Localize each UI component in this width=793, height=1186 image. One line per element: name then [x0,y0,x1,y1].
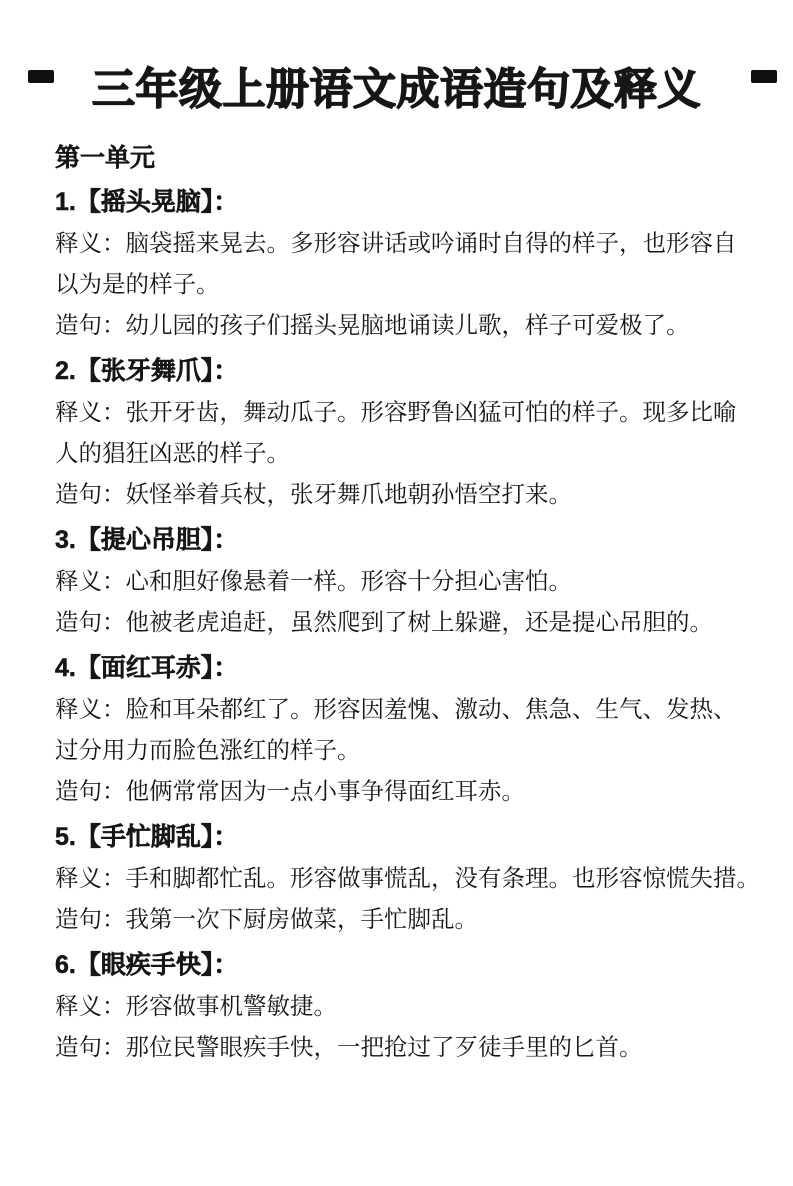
page-title: 三年级上册语文成语造句及释义 [92,66,701,114]
definition-line: 释义：心和胆好像悬着一样。形容十分担心害怕。 [55,568,572,594]
sentence-line: 造句：幼儿园的孩子们摇头晃脑地诵读儿歌，样子可爱极了。 [55,312,690,338]
definition-line: 释义：张开牙齿，舞动瓜子。形容野鲁凶猛可怕的样子。现多比喻 [55,399,737,425]
worksheet-content [55,138,760,1068]
sentence-line: 造句：他俩常常因为一点小事争得面红耳赤。 [55,778,525,804]
idiom-heading: 4.【面红耳赤】： [55,654,239,682]
definition-line: 释义：脸和耳朵都红了。形容因羞愧、激动、焦急、生气、发热、 [55,696,737,722]
sentence-line: 造句：妖怪举着兵杖，张牙舞爪地朝孙悟空打来。 [55,481,572,507]
definition-line: 过分用力而脸色涨红的样子。 [55,737,361,763]
idiom-entry [55,520,753,643]
corner-mark-left [28,70,54,83]
idiom-heading: 3.【提心吊胆】： [55,526,239,554]
definition-line: 人的猖狂凶恶的样子。 [55,440,290,466]
sentence-line: 造句：我第一次下厨房做菜，手忙脚乱。 [55,906,478,932]
idiom-heading: 1.【摇头晃脑】： [55,188,239,216]
definition-line: 释义：脑袋摇来晃去。多形容讲话或吟诵时自得的样子，也形容自 [55,230,737,256]
sentence-line: 造句：他被老虎追赶，虽然爬到了树上躲避，还是提心吊胆的。 [55,609,713,635]
idiom-heading: 2.【张牙舞爪】： [55,357,239,385]
idiom-entry [55,945,753,1068]
definition-line: 以为是的样子。 [55,271,220,297]
idiom-heading: 5.【手忙脚乱】： [55,823,239,851]
definition-line: 释义：形容做事机警敏捷。 [55,993,337,1019]
corner-mark-right [751,70,777,83]
sentence-line: 造句：那位民警眼疾手快，一把抢过了歹徒手里的匕首。 [55,1034,643,1060]
idiom-entry [55,351,753,515]
worksheet-page [0,64,793,1186]
section-heading: 第一单元 [55,144,156,172]
definition-line: 释义：手和脚都忙乱。形容做事慌乱，没有条理。也形容惊慌失措。 [55,865,760,891]
idiom-entry [55,182,753,346]
idiom-entry [55,817,760,940]
idiom-heading: 6.【眼疾手快】： [55,951,239,979]
idiom-entry [55,648,753,812]
